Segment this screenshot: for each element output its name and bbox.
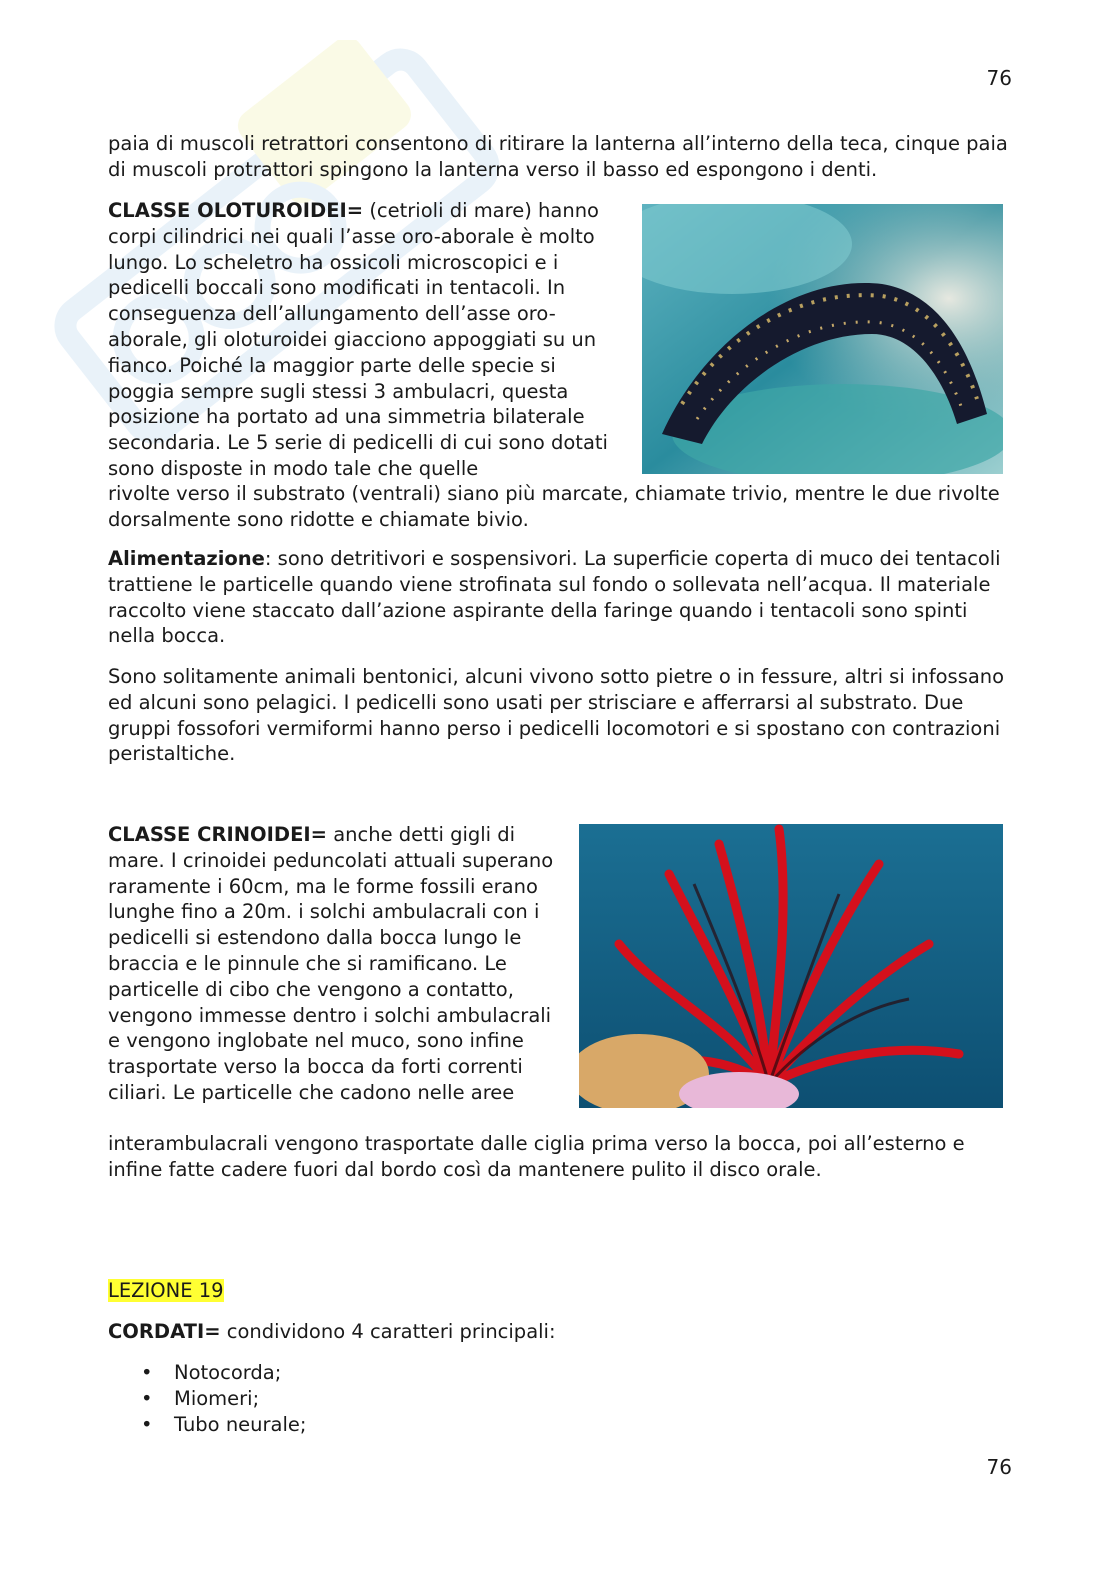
cordati-text: condividono 4 caratteri principali: — [220, 1320, 556, 1343]
oloturoidei-text-continued: rivolte verso il substrato (ventrali) siano più marcate, chiamate trivio, mentre le due rivolte dorsalmente sono ridotte e chiamate bivio. — [108, 482, 1000, 531]
crinoidei-paragraph-full — [108, 1131, 1013, 1183]
cordati-list — [108, 1360, 306, 1437]
alimentazione-paragraph — [108, 546, 1013, 649]
cordati-paragraph — [108, 1319, 1013, 1345]
crinoidei-text: anche detti gigli di mare. I crinoidei peduncolati attuali superano raramente i 60cm, ma le forme fossili erano lunghe fino a 20m. i solchi ambulacrali con i pedicelli si estendono dalla bocca lungo le braccia e le pinnule che si ramificano. Le particelle di cibo che vengono a contatto, vengono immesse dentro i solchi ambulacrali e vengono inglobate nel muco, sono infine trasportate verso la bocca da forti correnti ciliari. Le particelle che cadono nelle aree — [108, 823, 554, 1104]
cordati-heading: CORDATI= — [108, 1320, 221, 1343]
intro-text: paia di muscoli retrattori consentono di ritirare la lanterna all’interno della teca, cinque paia di muscoli protrattori spingono la lanterna verso il basso ed espongono i denti. — [108, 132, 1008, 181]
alimentazione-text: : sono detritivori e sospensivori. La superficie coperta di muco dei tentacoli trattiene le particelle quando viene strofinata sul fondo o sollevata nell’acqua. Il materiale raccolto viene staccato dall’azione aspirante della faringe quando i tentacoli sono spinti nella bocca. — [108, 547, 1001, 648]
footer-page-number: 76 — [986, 1455, 1012, 1479]
lesson-label-text: LEZIONE 19 — [108, 1279, 224, 1302]
list-item: • Tubo neurale; — [108, 1412, 306, 1438]
header-page-number: 76 — [986, 66, 1012, 90]
crinoidei-paragraph-wrapped — [108, 822, 558, 1106]
crinoidei-heading: CLASSE CRINOIDEI= — [108, 823, 327, 846]
oloturoidei-paragraph-full — [108, 481, 1013, 533]
crinoidei-text-continued: interambulacrali vengono trasportate dalle ciglia prima verso la bocca, poi all’esterno e infine fatte cadere fuori dal bordo così da mantenere pulito il disco orale. — [108, 1132, 965, 1181]
habitat-text: Sono solitamente animali bentonici, alcuni vivono sotto pietre o in fessure, altri si infossano ed alcuni sono pelagici. I pedicelli sono usati per strisciare e afferrarsi al substrato. Due gruppi fossofori vermiformi hanno perso i pedicelli locomotori e si spostano con contrazioni peristaltiche. — [108, 665, 1005, 766]
lesson-label — [108, 1278, 224, 1304]
habitat-paragraph — [108, 664, 1013, 767]
oloturoidei-heading: CLASSE OLOTUROIDEI= — [108, 199, 364, 222]
alimentazione-heading: Alimentazione — [108, 547, 265, 570]
intro-paragraph — [108, 131, 1013, 183]
oloturoidei-text: (cetrioli di mare) hanno corpi cilindrici nei quali l’asse oro-aborale è molto lungo. Lo scheletro ha ossicoli microscopici e i pedicelli boccali sono modificati in tentacoli. In conseguenza dell’allungamento dell’asse oro-aborale, gli oloturoidei giacciono appoggiati su un fianco. Poiché la maggior parte delle specie si poggia sempre sugli stessi 3 ambulacri, questa posizione ha portato ad una simmetria bilaterale secondaria. Le 5 serie di pedicelli di cui sono dotati sono disposte in modo tale che quelle — [108, 199, 608, 480]
list-item: • Notocorda; — [108, 1360, 306, 1386]
sea-cucumber-photo — [642, 204, 1003, 474]
oloturoidei-paragraph-wrapped — [108, 198, 628, 482]
list-item: • Miomeri; — [108, 1386, 306, 1412]
crinoid-photo — [579, 824, 1003, 1108]
